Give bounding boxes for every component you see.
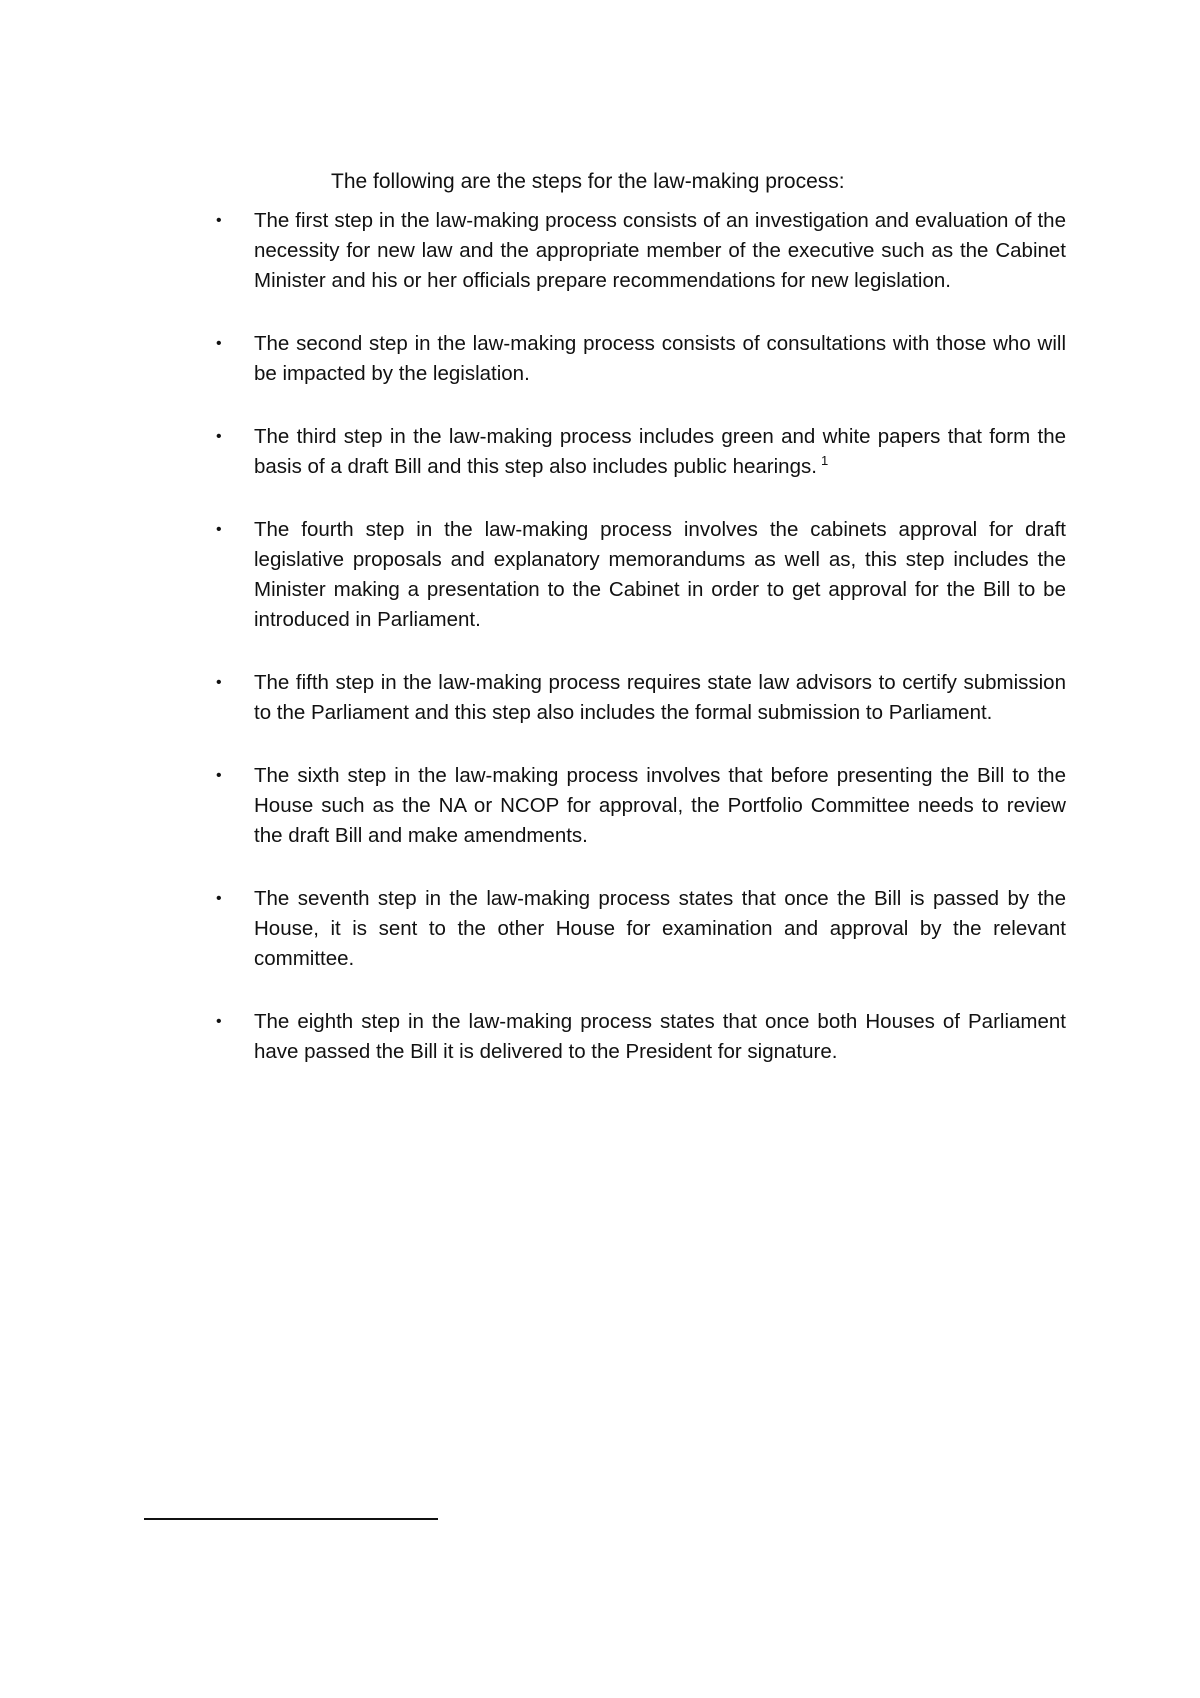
footnote-separator [144, 1518, 438, 1520]
step-text: The second step in the law-making process consists of consultations with those who will be impacted by the legislation. [254, 332, 1066, 385]
step-text: The fifth step in the law-making process requires state law advisors to certify submission to the Parliament and this step also includes the formal submission to Parliament. [254, 671, 1066, 724]
footnote-reference[interactable]: 1 [820, 453, 829, 469]
step-item [216, 884, 1066, 974]
bullet-icon: • [216, 674, 222, 691]
step-text: The eighth step in the law-making process states that once both Houses of Parliament have passed the Bill it is delivered to the President for signature. [254, 1010, 1066, 1063]
step-item [216, 422, 1066, 482]
bullet-icon: • [216, 767, 222, 784]
step-item [216, 668, 1066, 728]
bullet-icon: • [216, 335, 222, 352]
step-text: The first step in the law-making process consists of an investigation and evaluation of the necessity for new law and the appropriate member of the executive such as the Cabinet Minister and his or her officials prepare recommendations for new legislation. [254, 209, 1066, 292]
step-item [216, 329, 1066, 389]
bullet-icon: • [216, 428, 222, 445]
step-item [216, 206, 1066, 296]
step-text: The sixth step in the law-making process involves that before presenting the Bill to the House such as the NA or NCOP for approval, the Portfolio Committee needs to review the draft Bill and make amendments. [254, 764, 1066, 847]
step-item [216, 761, 1066, 851]
intro-sentence: The following are the steps for the law-making process: [331, 170, 845, 193]
step-text: The fourth step in the law-making process involves the cabinets approval for draft legislative proposals and explanatory memorandums as well as, this step includes the Minister making a presentation to the Cabinet in order to get approval for the Bill to be introduced in Parliament. [254, 518, 1066, 631]
step-item [216, 1007, 1066, 1067]
bullet-icon: • [216, 1013, 222, 1030]
steps-list [216, 206, 1066, 1100]
bullet-icon: • [216, 212, 222, 229]
bullet-icon: • [216, 521, 222, 538]
step-text: The seventh step in the law-making process states that once the Bill is passed by the House, it is sent to the other House for examination and approval by the relevant committee. [254, 887, 1066, 970]
step-item [216, 515, 1066, 635]
step-text: The third step in the law-making process includes green and white papers that form the basis of a draft Bill and this step also includes public hearings. [254, 425, 1066, 478]
bullet-icon: • [216, 890, 222, 907]
